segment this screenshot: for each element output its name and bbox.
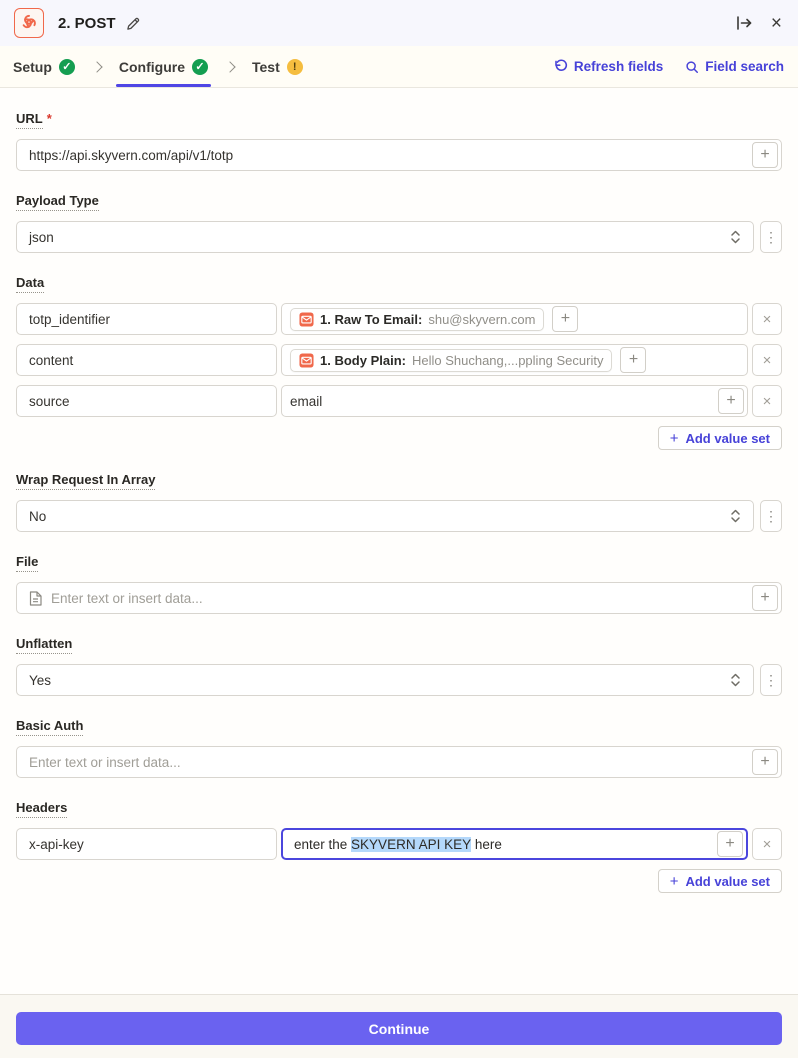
plus-icon: +: [669, 872, 679, 890]
plus-icon: +: [628, 351, 639, 368]
remove-icon: ×: [762, 835, 772, 853]
document-icon: [29, 591, 42, 606]
plus-icon: +: [560, 310, 571, 327]
data-key-input[interactable]: [29, 394, 276, 409]
unflatten-label: Unflatten: [16, 636, 72, 654]
success-check-icon: ✓: [192, 59, 208, 75]
mapped-field-token[interactable]: 1. Body Plain: Hello Shuchang,...ppling Security: [290, 349, 612, 372]
select-chevrons-icon: [730, 229, 741, 245]
data-key-input[interactable]: [29, 353, 276, 368]
headers-label: Headers: [16, 800, 67, 818]
kebab-icon: ⋮: [764, 228, 778, 245]
expand-panel-button[interactable]: [733, 13, 755, 33]
warning-icon: !: [287, 59, 303, 75]
mapped-field-token[interactable]: 1. Raw To Email: shu@skyvern.com: [290, 308, 544, 331]
refresh-fields-button[interactable]: Refresh fields: [553, 59, 663, 74]
remove-row-button[interactable]: [752, 828, 782, 860]
field-data: [16, 275, 782, 450]
tab-configure[interactable]: Configure ✓: [116, 46, 211, 87]
plus-icon: +: [760, 589, 770, 606]
continue-button[interactable]: Continue: [16, 1012, 782, 1045]
add-value-set-button[interactable]: + Add value set: [658, 869, 782, 893]
plus-icon: +: [760, 146, 770, 163]
panel-header: [0, 0, 798, 46]
close-icon: ×: [770, 12, 782, 34]
field-headers: [16, 800, 782, 893]
add-value-set-button[interactable]: + Add value set: [658, 426, 782, 450]
field-basic-auth: [16, 718, 782, 778]
url-input[interactable]: [29, 148, 744, 163]
step-tab-bar: [0, 46, 798, 88]
payload-type-menu-button[interactable]: [760, 221, 782, 253]
wrap-request-menu-button[interactable]: [760, 500, 782, 532]
field-file: [16, 554, 782, 614]
remove-icon: ×: [762, 351, 772, 369]
unflatten-select[interactable]: Yes: [16, 664, 754, 696]
panel-footer: [0, 994, 798, 1058]
plus-icon: +: [725, 835, 735, 852]
bar-arrow-right-icon: [735, 15, 753, 31]
success-check-icon: ✓: [59, 59, 75, 75]
insert-data-button[interactable]: [718, 388, 744, 414]
file-label: File: [16, 554, 38, 572]
field-wrap-request: [16, 472, 782, 532]
tab-setup[interactable]: Setup ✓: [10, 46, 78, 87]
payload-type-select[interactable]: json: [16, 221, 754, 253]
chevron-right-icon: [91, 61, 102, 72]
email-app-icon: [299, 312, 314, 327]
data-row-2: [16, 344, 782, 376]
plus-icon: +: [669, 429, 679, 447]
basic-auth-label: Basic Auth: [16, 718, 83, 736]
remove-icon: ×: [762, 310, 772, 328]
header-value-field[interactable]: enter the SKYVERN API KEY here +: [281, 828, 748, 860]
plus-icon: +: [726, 392, 736, 409]
header-key-input[interactable]: [29, 837, 276, 852]
wrap-request-label: Wrap Request In Array: [16, 472, 155, 490]
data-value-text[interactable]: email: [290, 393, 323, 409]
insert-data-button[interactable]: [752, 142, 778, 168]
data-key-input[interactable]: [29, 312, 276, 327]
tab-test[interactable]: Test !: [249, 46, 306, 87]
data-label: Data: [16, 275, 44, 293]
basic-auth-input[interactable]: [29, 755, 744, 770]
file-input[interactable]: [51, 591, 744, 606]
email-app-icon: [299, 353, 314, 368]
edit-title-button[interactable]: [124, 14, 143, 33]
data-row-1: [16, 303, 782, 335]
wrap-request-select[interactable]: No: [16, 500, 754, 532]
url-label: URL: [16, 111, 43, 129]
remove-row-button[interactable]: [752, 385, 782, 417]
field-search-button[interactable]: Field search: [685, 59, 784, 74]
payload-type-label: Payload Type: [16, 193, 99, 211]
plus-icon: +: [760, 753, 770, 770]
insert-data-button[interactable]: [752, 749, 778, 775]
configure-form: [0, 88, 798, 994]
step-title: 2. POST: [58, 14, 116, 32]
pencil-icon: [126, 16, 141, 31]
close-panel-button[interactable]: [769, 12, 784, 35]
search-icon: [685, 60, 699, 74]
kebab-icon: ⋮: [764, 507, 778, 524]
unflatten-menu-button[interactable]: [760, 664, 782, 696]
insert-data-button[interactable]: [752, 585, 778, 611]
chevron-right-icon: [224, 61, 235, 72]
insert-data-button[interactable]: [552, 306, 578, 332]
remove-row-button[interactable]: [752, 344, 782, 376]
refresh-icon: [553, 59, 568, 74]
select-chevrons-icon: [730, 672, 741, 688]
remove-icon: ×: [762, 392, 772, 410]
insert-data-button[interactable]: [620, 347, 646, 373]
select-chevrons-icon: [730, 508, 741, 524]
field-url: [16, 111, 782, 171]
remove-row-button[interactable]: [752, 303, 782, 335]
field-unflatten: [16, 636, 782, 696]
field-payload-type: [16, 193, 782, 253]
kebab-icon: ⋮: [764, 671, 778, 688]
data-row-3: [16, 385, 782, 417]
selected-text: SKYVERN API KEY: [351, 836, 472, 852]
headers-row-1: [16, 828, 782, 860]
insert-data-button[interactable]: [717, 831, 743, 857]
required-asterisk: *: [46, 111, 52, 126]
webhooks-app-icon: [14, 8, 44, 38]
